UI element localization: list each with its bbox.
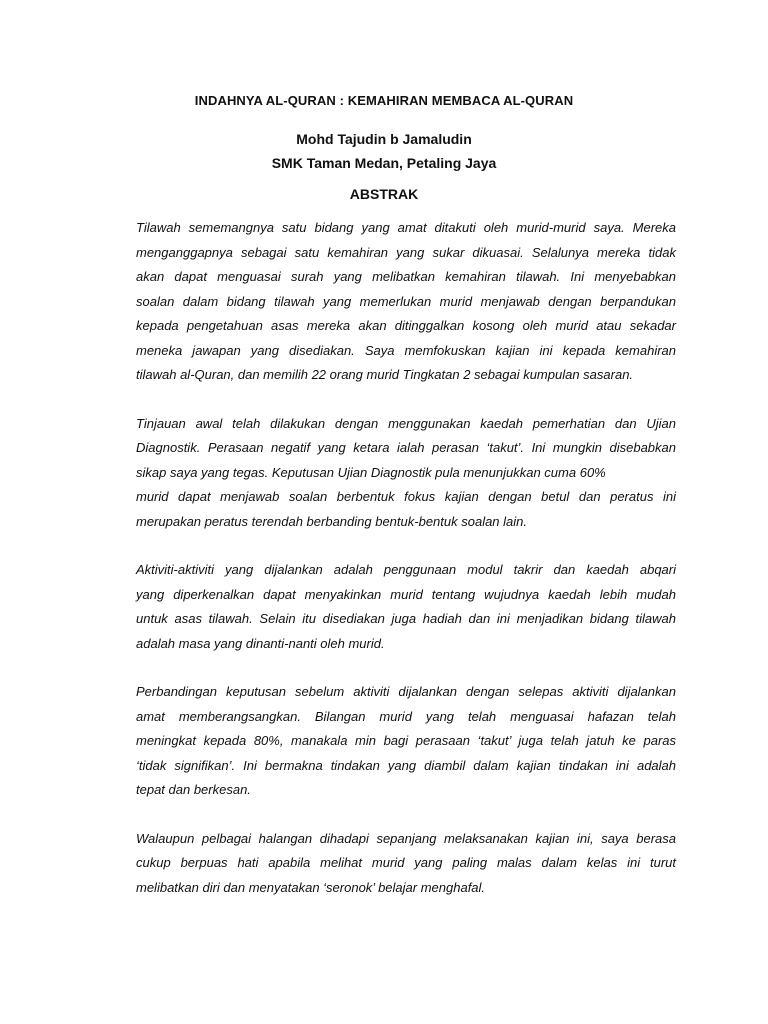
text-line: meneka jawapan yang disediakan. Saya memfokuskan kajian ini kepada kemahiran [136,342,676,358]
text-line: menganggapnya sebagai satu kemahiran yang sukar dikuasai. Selalunya mereka tidak [136,244,676,260]
text-line: tilawah al-Quran, dan memilih 22 orang murid Tingkatan 2 sebagai kumpulan sasaran. [136,367,634,382]
text-line: Walaupun pelbagai halangan dihadapi sepanjang melaksanakan kajian ini, saya berasa [136,830,676,846]
paragraph [136,558,676,656]
text-line: ‘tidak signifikan’. Ini bermakna tindakan yang diambil dalam kajian tindakan ini adalah [136,757,676,773]
text-line: amat memberangsangkan. Bilangan murid yang telah menguasai hafazan telah [136,708,676,724]
text-line: adalah masa yang dinanti-nanti oleh murid. [136,635,385,651]
text-line: Tilawah sememangnya satu bidang yang amat ditakuti oleh murid-murid saya. Mereka [136,220,676,235]
text-line: yang diperkenalkan dapat menyakinkan murid tentang wujudnya kaedah lebih mudah [136,586,676,602]
text-line: kepada pengetahuan asas mereka akan ditinggalkan kosong oleh murid atau sekadar [136,318,676,333]
document-title: INDAHNYA AL-QURAN : KEMAHIRAN MEMBACA AL-QURAN [194,93,574,108]
text-line: meningkat kepada 80%, manakala min bagi perasaan ‘takut’ juga telah jatuh ke paras [136,733,676,748]
paragraph [136,827,676,901]
text-line: sikap saya yang tegas. Keputusan Ujian Diagnostik pula menunjukkan cuma 60% [136,464,606,480]
text-line: Diagnostik. Perasaan negatif yang ketara ialah perasan ‘takut’. Ini mungkin disebabkan [136,440,676,455]
author-name: Mohd Tajudin b Jamaludin [296,131,472,147]
paragraph [136,412,676,535]
text-line: melibatkan diri dan menyatakan ‘seronok’ belajar menghafal. [136,879,486,895]
text-line: Aktiviti-aktiviti yang dijalankan adalah penggunaan modul takrir dan kaedah abqari [136,562,676,577]
text-line: merupakan peratus terendah berbanding bentuk-bentuk soalan lain. [136,513,527,529]
text-line: akan dapat menguasai surah yang melibatkan kemahiran tilawah. Ini menyebabkan [136,269,676,284]
text-line: cukup berpuas hati apabila melihat murid yang paling malas dalam kelas ini turut [136,855,676,870]
author-school: SMK Taman Medan, Petaling Jaya [271,155,497,171]
paragraph [136,216,676,388]
text-line: Perbandingan keputusan sebelum aktiviti dijalankan dengan selepas aktiviti dijalankan [136,684,676,699]
paragraph [136,680,676,803]
section-heading: ABSTRAK [349,186,419,202]
text-line: Tinjauan awal telah dilakukan dengan menggunakan kaedah pemerhatian dan Ujian [136,415,676,431]
text-line: untuk asas tilawah. Selain itu disediakan juga hadiah dan ini menjadikan bidang tilawah [136,611,676,626]
author-block [0,127,768,175]
text-line: tepat dan berkesan. [136,782,251,797]
text-line: soalan dalam bidang tilawah yang memerlukan murid menjawab dengan berpandukan [136,293,676,309]
text-line: murid dapat menjawab soalan berbentuk fokus kajian dengan betul dan peratus ini [136,489,676,504]
abstract-body [136,216,676,924]
